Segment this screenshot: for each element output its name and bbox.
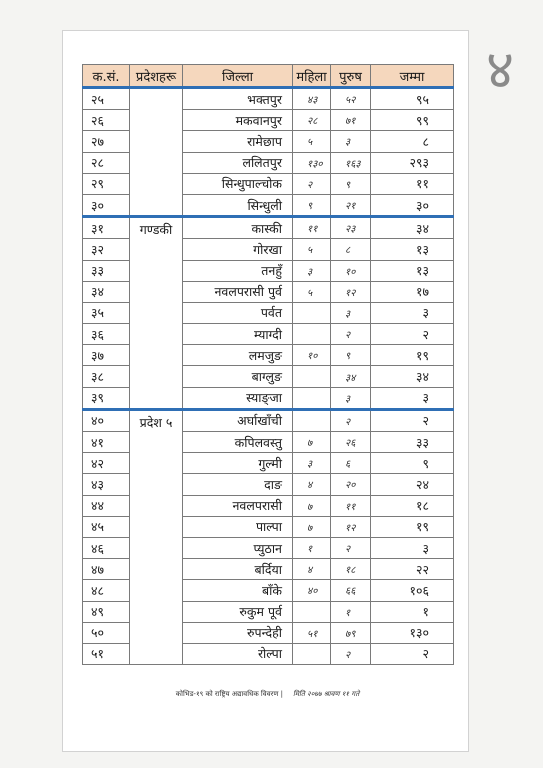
- district-cell: पर्वत: [183, 302, 293, 323]
- serial-cell: ४४: [83, 495, 130, 516]
- serial-cell: २६: [83, 110, 130, 131]
- female-cell: १३०: [293, 152, 331, 173]
- total-cell: १३: [371, 260, 454, 281]
- male-cell: २६: [331, 432, 371, 453]
- female-cell: ४०: [293, 580, 331, 601]
- serial-cell: ४८: [83, 580, 130, 601]
- serial-cell: २९: [83, 173, 130, 194]
- serial-cell: ३५: [83, 302, 130, 323]
- serial-cell: ३२: [83, 239, 130, 260]
- covid-district-table: [82, 64, 454, 665]
- total-cell: १७: [371, 281, 454, 302]
- serial-cell: ३३: [83, 260, 130, 281]
- province-cell: प्रदेश ५: [130, 409, 183, 664]
- district-cell: दाङ: [183, 474, 293, 495]
- district-cell: पाल्पा: [183, 516, 293, 537]
- female-cell: ५: [293, 239, 331, 260]
- male-cell: १०: [331, 260, 371, 281]
- district-cell: गुल्मी: [183, 453, 293, 474]
- female-cell: ७: [293, 516, 331, 537]
- province-cell: गण्डकी: [130, 217, 183, 410]
- male-cell: ९: [331, 345, 371, 366]
- serial-cell: ३८: [83, 366, 130, 387]
- male-cell: २: [331, 537, 371, 558]
- serial-cell: ३०: [83, 194, 130, 216]
- province-cell: [130, 88, 183, 217]
- district-cell: सिन्धुपाल्चोक: [183, 173, 293, 194]
- district-cell: ललितपुर: [183, 152, 293, 173]
- total-cell: ३३: [371, 432, 454, 453]
- total-cell: १३०: [371, 622, 454, 643]
- district-cell: नवलपरासी पुर्व: [183, 281, 293, 302]
- male-cell: ११: [331, 495, 371, 516]
- total-cell: ३४: [371, 217, 454, 239]
- total-cell: १: [371, 601, 454, 622]
- page-number: ४: [485, 38, 515, 101]
- male-cell: ७१: [331, 110, 371, 131]
- male-cell: ६६: [331, 580, 371, 601]
- header-female: महिला: [293, 65, 331, 88]
- district-cell: गोरखा: [183, 239, 293, 260]
- serial-cell: ४३: [83, 474, 130, 495]
- district-cell: अर्घाखाँची: [183, 409, 293, 431]
- female-cell: [293, 324, 331, 345]
- total-cell: १३: [371, 239, 454, 260]
- header-district: जिल्ला: [183, 65, 293, 88]
- male-cell: ३: [331, 302, 371, 323]
- serial-cell: ५१: [83, 643, 130, 664]
- footer-title: कोभिड-१९ को राष्ट्रिय अद्यावधिक विवरण |: [175, 690, 284, 698]
- total-cell: १९: [371, 516, 454, 537]
- district-cell: भक्तपुर: [183, 88, 293, 110]
- district-cell: रामेछाप: [183, 131, 293, 152]
- female-cell: २: [293, 173, 331, 194]
- district-cell: रोल्पा: [183, 643, 293, 664]
- serial-cell: ३४: [83, 281, 130, 302]
- male-cell: २१: [331, 194, 371, 216]
- page-footer: [82, 690, 453, 699]
- male-cell: २: [331, 409, 371, 431]
- district-cell: बाँके: [183, 580, 293, 601]
- female-cell: २८: [293, 110, 331, 131]
- serial-cell: ५०: [83, 622, 130, 643]
- total-cell: ८: [371, 131, 454, 152]
- total-cell: २: [371, 409, 454, 431]
- female-cell: [293, 409, 331, 431]
- header-male: पुरुष: [331, 65, 371, 88]
- male-cell: १: [331, 601, 371, 622]
- female-cell: ११: [293, 217, 331, 239]
- male-cell: ९: [331, 173, 371, 194]
- male-cell: २३: [331, 217, 371, 239]
- header-total: जम्मा: [371, 65, 454, 88]
- total-cell: ९९: [371, 110, 454, 131]
- district-cell: तनहुँ: [183, 260, 293, 281]
- female-cell: ५१: [293, 622, 331, 643]
- footer-date: मिति २०७७ श्रावण ११ गते: [293, 690, 360, 698]
- female-cell: [293, 601, 331, 622]
- total-cell: २: [371, 324, 454, 345]
- total-cell: ३०: [371, 194, 454, 216]
- male-cell: १६३: [331, 152, 371, 173]
- female-cell: १: [293, 537, 331, 558]
- district-cell: स्याङ्जा: [183, 387, 293, 409]
- serial-cell: २७: [83, 131, 130, 152]
- female-cell: ९: [293, 194, 331, 216]
- female-cell: ४: [293, 559, 331, 580]
- district-cell: कास्की: [183, 217, 293, 239]
- table-row: [83, 409, 454, 431]
- female-cell: [293, 643, 331, 664]
- district-cell: मकवानपुर: [183, 110, 293, 131]
- district-cell: लमजुङ: [183, 345, 293, 366]
- female-cell: [293, 302, 331, 323]
- female-cell: ५: [293, 131, 331, 152]
- total-cell: ३: [371, 537, 454, 558]
- male-cell: ८: [331, 239, 371, 260]
- total-cell: २४: [371, 474, 454, 495]
- serial-cell: ४२: [83, 453, 130, 474]
- district-cell: रुपन्देही: [183, 622, 293, 643]
- table-row: [83, 217, 454, 239]
- female-cell: ३: [293, 453, 331, 474]
- male-cell: २: [331, 643, 371, 664]
- total-cell: १९: [371, 345, 454, 366]
- male-cell: १२: [331, 516, 371, 537]
- male-cell: २: [331, 324, 371, 345]
- total-cell: ३: [371, 387, 454, 409]
- male-cell: २०: [331, 474, 371, 495]
- total-cell: ११: [371, 173, 454, 194]
- female-cell: [293, 366, 331, 387]
- female-cell: ५: [293, 281, 331, 302]
- serial-cell: २८: [83, 152, 130, 173]
- total-cell: २२: [371, 559, 454, 580]
- header-serial: क.सं.: [83, 65, 130, 88]
- total-cell: ९: [371, 453, 454, 474]
- serial-cell: ४६: [83, 537, 130, 558]
- female-cell: ३: [293, 260, 331, 281]
- serial-cell: ३७: [83, 345, 130, 366]
- serial-cell: २५: [83, 88, 130, 110]
- serial-cell: ४९: [83, 601, 130, 622]
- district-cell: सिन्धुली: [183, 194, 293, 216]
- header-province: प्रदेशहरू: [130, 65, 183, 88]
- serial-cell: ४५: [83, 516, 130, 537]
- total-cell: ९५: [371, 88, 454, 110]
- female-cell: १०: [293, 345, 331, 366]
- district-cell: कपिलवस्तु: [183, 432, 293, 453]
- male-cell: १८: [331, 559, 371, 580]
- serial-cell: ४०: [83, 409, 130, 431]
- serial-cell: ४१: [83, 432, 130, 453]
- district-cell: प्युठान: [183, 537, 293, 558]
- male-cell: ३: [331, 131, 371, 152]
- total-cell: ३: [371, 302, 454, 323]
- male-cell: ५२: [331, 88, 371, 110]
- female-cell: ४३: [293, 88, 331, 110]
- female-cell: ७: [293, 432, 331, 453]
- district-cell: बाग्लुङ: [183, 366, 293, 387]
- male-cell: ३४: [331, 366, 371, 387]
- total-cell: १०६: [371, 580, 454, 601]
- district-cell: नवलपरासी: [183, 495, 293, 516]
- male-cell: ३: [331, 387, 371, 409]
- total-cell: २: [371, 643, 454, 664]
- male-cell: १२: [331, 281, 371, 302]
- serial-cell: ३९: [83, 387, 130, 409]
- total-cell: १८: [371, 495, 454, 516]
- table-header-row: [83, 65, 454, 88]
- female-cell: ७: [293, 495, 331, 516]
- female-cell: [293, 387, 331, 409]
- male-cell: ७९: [331, 622, 371, 643]
- district-cell: रुकुम पूर्व: [183, 601, 293, 622]
- male-cell: ६: [331, 453, 371, 474]
- serial-cell: ४७: [83, 559, 130, 580]
- district-cell: म्याग्दी: [183, 324, 293, 345]
- table-row: [83, 88, 454, 110]
- serial-cell: ३६: [83, 324, 130, 345]
- district-cell: बर्दिया: [183, 559, 293, 580]
- female-cell: ४: [293, 474, 331, 495]
- serial-cell: ३१: [83, 217, 130, 239]
- total-cell: २९३: [371, 152, 454, 173]
- total-cell: ३४: [371, 366, 454, 387]
